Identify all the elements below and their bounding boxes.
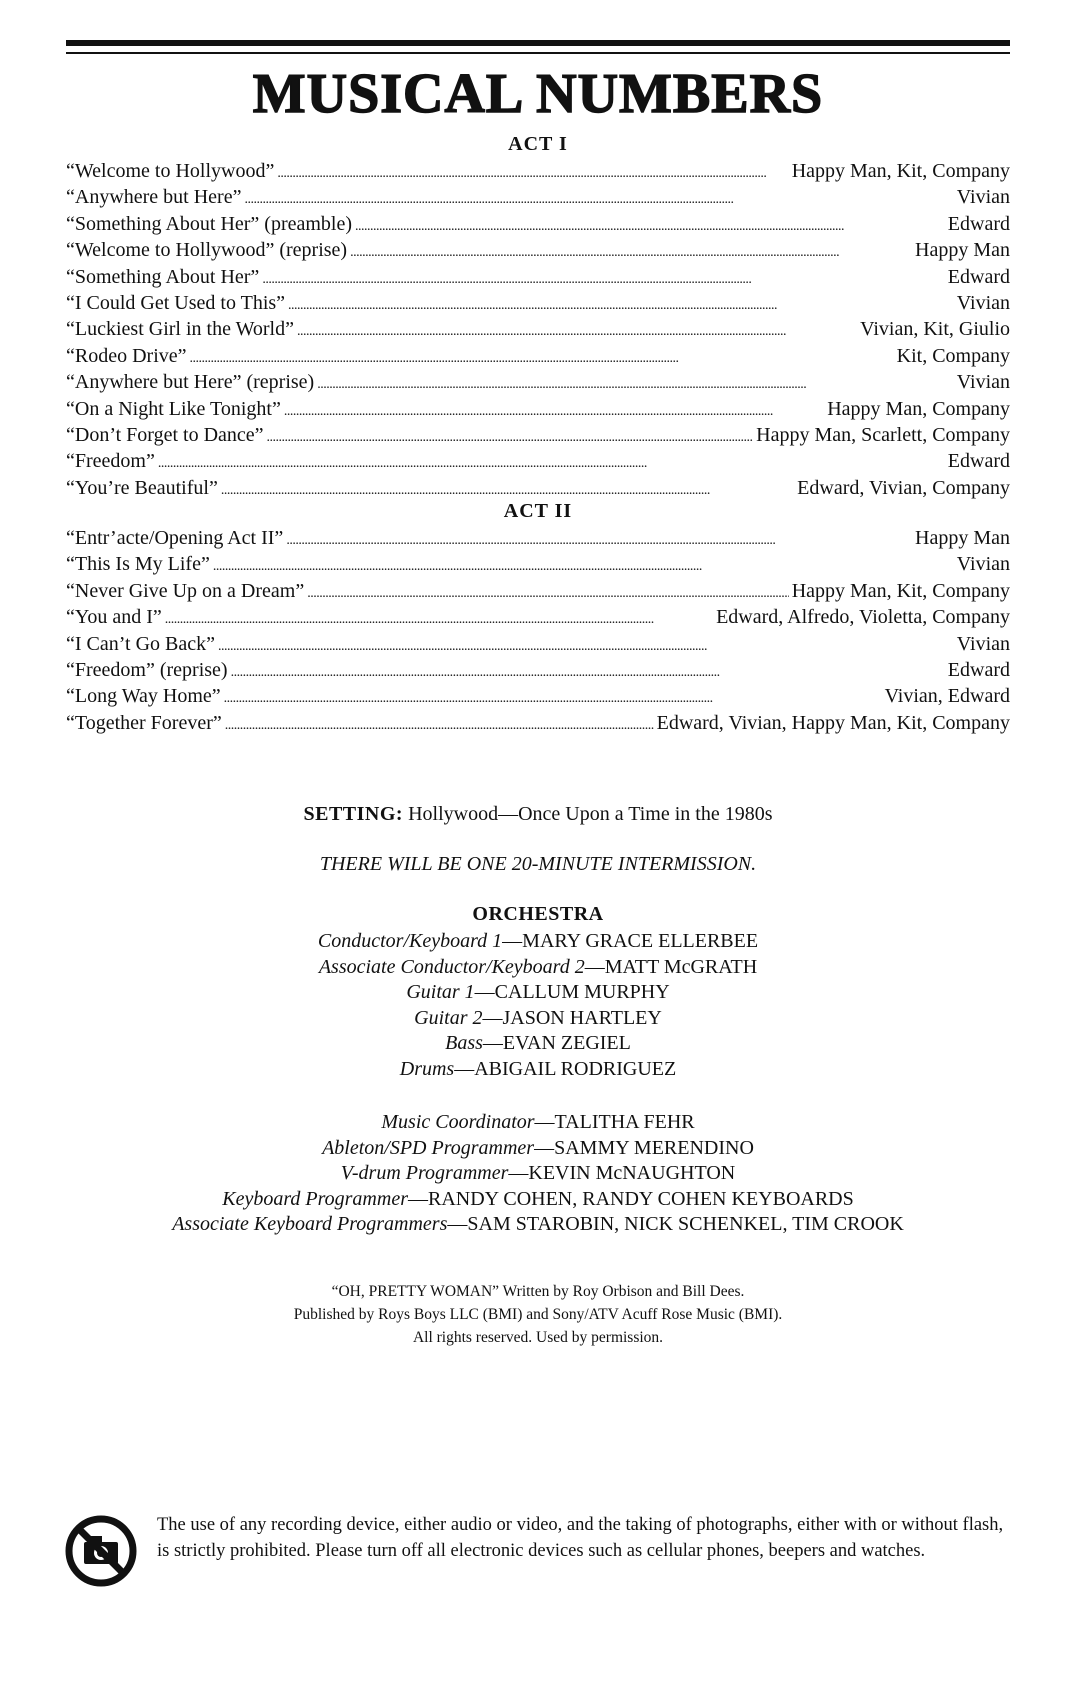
header-rule-thin bbox=[66, 52, 1010, 54]
orchestra-role: Guitar 2 bbox=[414, 1006, 483, 1029]
song-row bbox=[66, 710, 1010, 736]
orchestra-row bbox=[66, 1110, 1010, 1136]
dot-leader bbox=[244, 184, 953, 213]
song-row bbox=[66, 525, 1010, 551]
orchestra-role: Conductor/Keyboard 1 bbox=[317, 930, 503, 952]
orchestra-role: V-drum Programmer bbox=[340, 1162, 509, 1184]
song-performers: Vivian bbox=[956, 371, 1010, 394]
act-1-song-list bbox=[66, 158, 1010, 501]
credit-line: “OH, PRETTY WOMAN” Written by Roy Orbison and Bill Dees. bbox=[331, 1283, 745, 1300]
song-row bbox=[66, 369, 1010, 395]
song-row bbox=[66, 237, 1010, 263]
setting-line bbox=[66, 803, 1010, 826]
song-title: “Freedom” bbox=[66, 450, 155, 473]
em-dash: — bbox=[454, 1057, 475, 1080]
em-dash: — bbox=[534, 1111, 555, 1133]
orchestra-name: SAMMY MERENDINO bbox=[554, 1136, 754, 1159]
orchestra-row bbox=[66, 1187, 1010, 1213]
song-title: “Don’t Forget to Dance” bbox=[66, 423, 264, 446]
recording-notice: The use of any recording device, either audio or video, and the taking of photographs, either with or without flash, is strictly prohibited. Please turn off all electronic devices such as cellular phones, beepers and watches. bbox=[157, 1515, 1004, 1561]
act-2-heading: ACT II bbox=[503, 500, 573, 522]
song-performers: Happy Man bbox=[915, 527, 1010, 549]
song-title: “I Can’t Go Back” bbox=[66, 632, 216, 655]
credit-line: All rights reserved. Used by permission. bbox=[412, 1329, 664, 1346]
em-dash: — bbox=[447, 1213, 468, 1235]
song-performers: Vivian, Kit, Giulio bbox=[860, 318, 1010, 341]
song-row bbox=[66, 657, 1010, 683]
em-dash: — bbox=[508, 1162, 529, 1184]
em-dash: — bbox=[584, 955, 605, 978]
dot-leader bbox=[297, 316, 857, 345]
song-row bbox=[66, 551, 1010, 577]
em-dash: — bbox=[534, 1136, 555, 1159]
song-row bbox=[66, 290, 1010, 316]
orchestra-name: SAM STAROBIN, NICK SCHENKEL, TIM CROOK bbox=[467, 1213, 904, 1235]
act-1-section bbox=[66, 130, 1010, 501]
orchestra-name: CALLUM MURPHY bbox=[494, 981, 670, 1003]
dot-leader bbox=[350, 237, 912, 266]
song-title: “Anywhere but Here” bbox=[66, 186, 242, 209]
song-performers: Vivian, Edward bbox=[884, 685, 1010, 708]
song-title: “Anywhere but Here” (reprise) bbox=[66, 371, 315, 394]
song-performers: Edward, Alfredo, Violetta, Company bbox=[716, 606, 1010, 629]
song-performers: Happy Man, Kit, Company bbox=[791, 579, 1010, 602]
orchestra-name: TALITHA FEHR bbox=[554, 1111, 695, 1133]
orchestra-name: MARY GRACE ELLERBEE bbox=[522, 930, 759, 952]
song-row bbox=[66, 264, 1010, 290]
song-title: “Welcome to Hollywood” (reprise) bbox=[66, 239, 348, 262]
header-rule-thick bbox=[66, 40, 1010, 46]
song-title: “Never Give Up on a Dream” bbox=[66, 579, 305, 602]
em-dash: — bbox=[482, 1032, 503, 1054]
song-title: “Welcome to Hollywood” bbox=[66, 160, 275, 182]
song-title: “On a Night Like Tonight” bbox=[66, 397, 281, 420]
song-performers: Happy Man, Kit, Company bbox=[791, 160, 1010, 182]
song-row bbox=[66, 448, 1010, 474]
dot-leader bbox=[307, 578, 788, 607]
song-performers: Happy Man bbox=[915, 239, 1010, 262]
dot-leader bbox=[317, 369, 954, 398]
song-performers: Vivian bbox=[956, 186, 1010, 209]
orchestra-row bbox=[66, 929, 1010, 955]
orchestra-name: JASON HARTLEY bbox=[502, 1006, 662, 1029]
em-dash: — bbox=[482, 1006, 503, 1029]
song-title: “Together Forever” bbox=[66, 711, 222, 734]
dot-leader bbox=[355, 211, 945, 240]
act-1-heading: ACT I bbox=[508, 133, 568, 155]
song-row bbox=[66, 158, 1010, 184]
song-row bbox=[66, 316, 1010, 342]
song-performers: Edward bbox=[947, 450, 1010, 473]
song-title: “Luckiest Girl in the World” bbox=[66, 318, 294, 341]
dot-leader bbox=[286, 525, 912, 554]
song-performers: Edward bbox=[947, 265, 1010, 288]
song-title: “I Could Get Used to This” bbox=[66, 291, 286, 314]
orchestra-row bbox=[66, 980, 1010, 1006]
setting-label: SETTING: bbox=[303, 803, 404, 825]
song-row bbox=[66, 396, 1010, 422]
dot-leader bbox=[277, 158, 788, 187]
orchestra-members bbox=[66, 929, 1010, 1082]
song-performers: Vivian bbox=[956, 553, 1010, 576]
page-title: MUSICAL NUMBERS bbox=[252, 63, 824, 125]
song-row bbox=[66, 683, 1010, 709]
dot-leader bbox=[190, 343, 894, 372]
song-row bbox=[66, 578, 1010, 604]
em-dash: — bbox=[502, 930, 523, 952]
song-title: “Something About Her” bbox=[66, 265, 260, 288]
em-dash: — bbox=[474, 981, 495, 1003]
song-row bbox=[66, 184, 1010, 210]
intermission-note: THERE WILL BE ONE 20-MINUTE INTERMISSION. bbox=[319, 853, 757, 875]
orchestra-row bbox=[66, 1136, 1010, 1162]
song-title: “This Is My Life” bbox=[66, 553, 210, 576]
orchestra-member-list bbox=[66, 929, 1010, 1082]
orchestra-staff-list bbox=[66, 1110, 1010, 1238]
dot-leader bbox=[224, 683, 882, 712]
dot-leader bbox=[231, 657, 945, 686]
song-performers: Edward, Vivian, Company bbox=[797, 476, 1010, 499]
orchestra-name: EVAN ZEGIEL bbox=[502, 1032, 631, 1054]
song-title: “Long Way Home” bbox=[66, 685, 221, 708]
song-row bbox=[66, 211, 1010, 237]
no-camera-icon bbox=[64, 1514, 138, 1588]
song-title: “Freedom” (reprise) bbox=[66, 658, 228, 681]
orchestra-role: Keyboard Programmer bbox=[222, 1187, 408, 1210]
dot-leader bbox=[284, 396, 824, 425]
song-title: “Something About Her” (preamble) bbox=[66, 212, 353, 235]
orchestra-role: Drums bbox=[399, 1057, 455, 1080]
orchestra-row bbox=[66, 1212, 1010, 1238]
song-row bbox=[66, 343, 1010, 369]
dot-leader bbox=[225, 710, 654, 739]
em-dash: — bbox=[407, 1187, 428, 1210]
song-row bbox=[66, 604, 1010, 630]
orchestra-name: MATT McGRATH bbox=[604, 955, 758, 978]
orchestra-role: Ableton/SPD Programmer bbox=[322, 1136, 535, 1159]
orchestra-staff bbox=[66, 1110, 1010, 1238]
dot-leader bbox=[218, 631, 954, 660]
song-credits bbox=[66, 1280, 1010, 1349]
dot-leader bbox=[213, 551, 954, 580]
song-row bbox=[66, 422, 1010, 448]
dot-leader bbox=[288, 290, 954, 319]
dot-leader bbox=[158, 448, 945, 477]
song-performers: Vivian bbox=[956, 632, 1010, 655]
song-row bbox=[66, 631, 1010, 657]
orchestra-role: Guitar 1 bbox=[406, 981, 475, 1003]
orchestra-row bbox=[66, 955, 1010, 981]
setting-text: Hollywood—Once Upon a Time in the 1980s bbox=[408, 803, 773, 825]
song-title: “Rodeo Drive” bbox=[66, 344, 187, 367]
act-2-section bbox=[66, 497, 1010, 736]
orchestra-name: ABIGAIL RODRIGUEZ bbox=[474, 1057, 677, 1080]
song-title: “Entr’acte/Opening Act II” bbox=[66, 527, 284, 549]
song-title: “You and I” bbox=[66, 606, 162, 629]
dot-leader bbox=[262, 264, 944, 293]
orchestra-role: Bass bbox=[445, 1032, 483, 1054]
song-performers: Kit, Company bbox=[896, 344, 1010, 367]
song-title: “You’re Beautiful” bbox=[66, 476, 218, 499]
orchestra-row bbox=[66, 1057, 1010, 1083]
orchestra-row bbox=[66, 1006, 1010, 1032]
orchestra-row bbox=[66, 1161, 1010, 1187]
song-performers: Happy Man, Scarlett, Company bbox=[756, 423, 1010, 446]
credit-line: Published by Roys Boys LLC (BMI) and Sony/ATV Acuff Rose Music (BMI). bbox=[293, 1306, 783, 1323]
orchestra-heading: ORCHESTRA bbox=[472, 903, 604, 925]
song-performers: Vivian bbox=[956, 291, 1010, 314]
dot-leader bbox=[267, 422, 754, 451]
orchestra-role: Music Coordinator bbox=[381, 1111, 535, 1133]
song-performers: Edward, Vivian, Happy Man, Kit, Company bbox=[656, 711, 1010, 734]
orchestra-role: Associate Keyboard Programmers bbox=[172, 1213, 448, 1235]
orchestra-name: KEVIN McNAUGHTON bbox=[528, 1162, 736, 1184]
song-performers: Edward bbox=[947, 212, 1010, 235]
orchestra-row bbox=[66, 1031, 1010, 1057]
orchestra-role: Associate Conductor/Keyboard 2 bbox=[318, 955, 585, 978]
orchestra-name: RANDY COHEN, RANDY COHEN KEYBOARDS bbox=[427, 1187, 854, 1210]
act-2-song-list bbox=[66, 525, 1010, 736]
song-performers: Happy Man, Company bbox=[827, 397, 1010, 420]
song-performers: Edward bbox=[947, 658, 1010, 681]
dot-leader bbox=[165, 604, 713, 633]
